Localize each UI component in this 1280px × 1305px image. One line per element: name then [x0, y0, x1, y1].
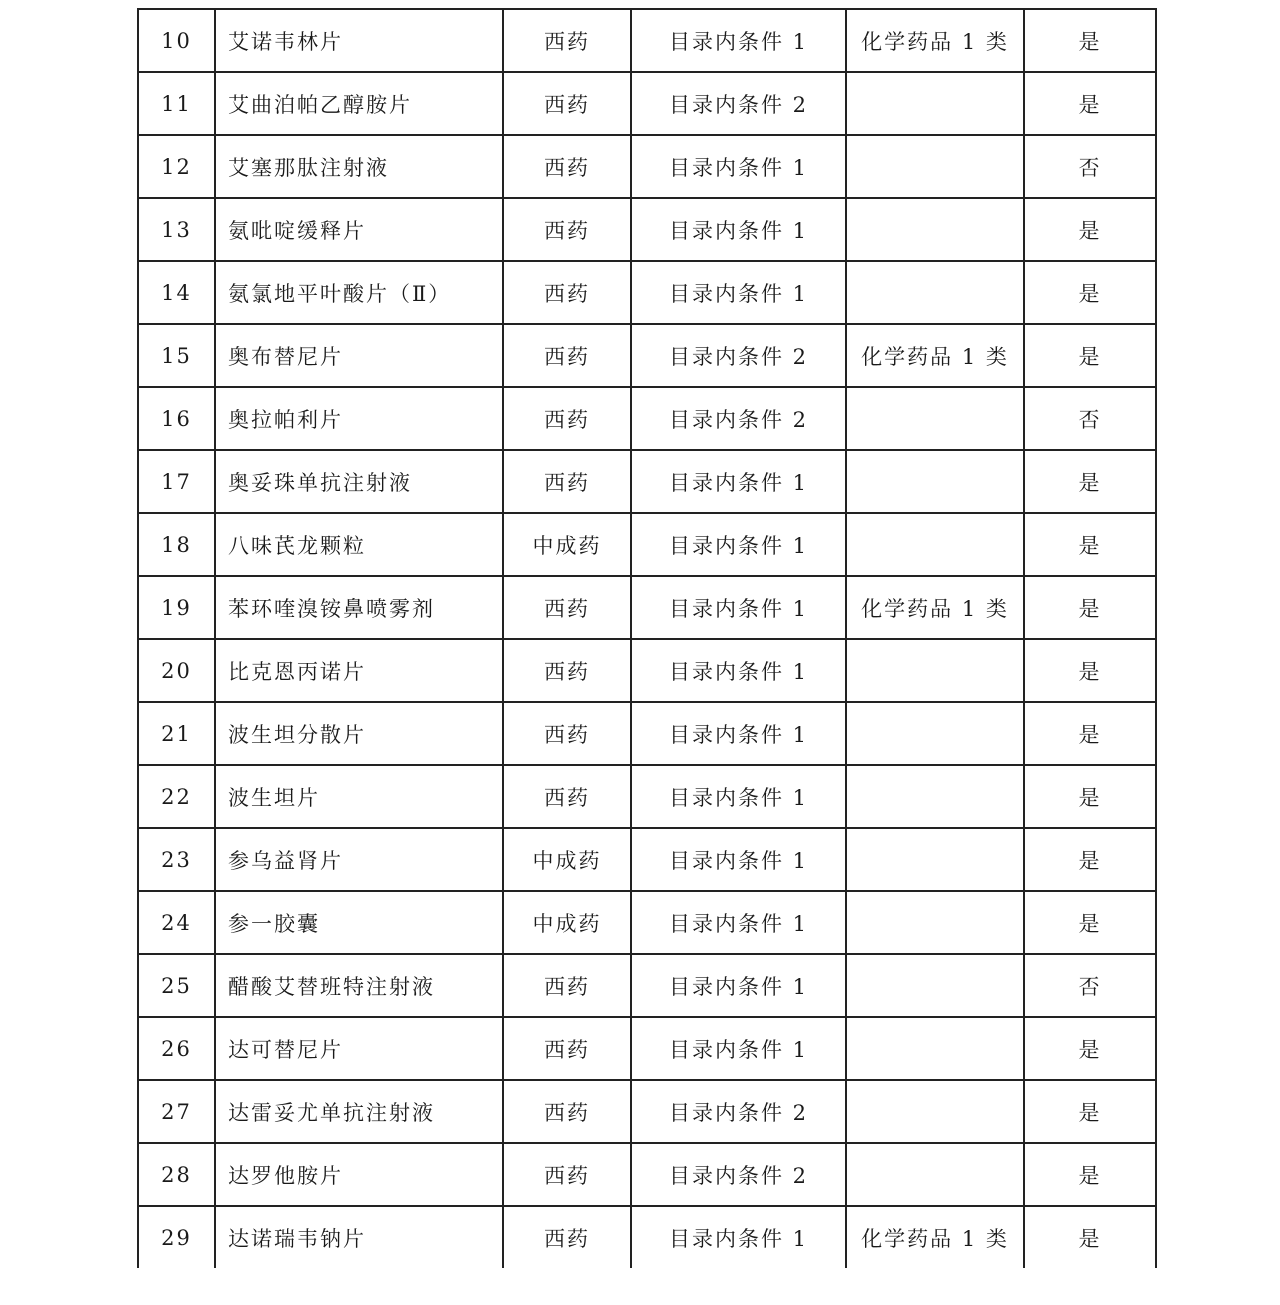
drug-name-cell: 波生坦片	[215, 765, 503, 828]
drug-name-cell: 八味芪龙颗粒	[215, 513, 503, 576]
table-row	[138, 639, 1156, 702]
drug-name-cell: 艾塞那肽注射液	[215, 135, 503, 198]
drug-type-cell: 西药	[503, 72, 631, 135]
table-row	[138, 387, 1156, 450]
table-row	[138, 1080, 1156, 1143]
drug-type-cell: 西药	[503, 639, 631, 702]
row-number-cell: 13	[138, 198, 215, 261]
row-number-cell: 12	[138, 135, 215, 198]
category-cell	[846, 765, 1024, 828]
drug-type-cell: 西药	[503, 450, 631, 513]
condition-cell: 目录内条件 1	[631, 1206, 846, 1268]
flag-cell: 是	[1024, 1206, 1156, 1268]
row-number-cell: 14	[138, 261, 215, 324]
category-cell	[846, 1080, 1024, 1143]
category-cell: 化学药品 1 类	[846, 324, 1024, 387]
drug-name-cell: 艾曲泊帕乙醇胺片	[215, 72, 503, 135]
flag-cell: 是	[1024, 198, 1156, 261]
category-cell	[846, 891, 1024, 954]
category-cell	[846, 1143, 1024, 1206]
category-cell	[846, 513, 1024, 576]
flag-cell: 否	[1024, 135, 1156, 198]
drug-name-cell: 波生坦分散片	[215, 702, 503, 765]
flag-cell: 是	[1024, 72, 1156, 135]
drug-type-cell: 西药	[503, 576, 631, 639]
table-row	[138, 72, 1156, 135]
drug-type-cell: 西药	[503, 9, 631, 72]
row-number-cell: 17	[138, 450, 215, 513]
drug-name-cell: 艾诺韦林片	[215, 9, 503, 72]
condition-cell: 目录内条件 1	[631, 450, 846, 513]
condition-cell: 目录内条件 1	[631, 1017, 846, 1080]
condition-cell: 目录内条件 1	[631, 9, 846, 72]
drug-name-cell: 氨吡啶缓释片	[215, 198, 503, 261]
drug-type-cell: 中成药	[503, 513, 631, 576]
table-row	[138, 1206, 1156, 1268]
condition-cell: 目录内条件 1	[631, 576, 846, 639]
drug-type-cell: 西药	[503, 1080, 631, 1143]
condition-cell: 目录内条件 1	[631, 513, 846, 576]
condition-cell: 目录内条件 1	[631, 828, 846, 891]
drug-type-cell: 西药	[503, 261, 631, 324]
drug-name-cell: 氨氯地平叶酸片（Ⅱ）	[215, 261, 503, 324]
category-cell	[846, 1017, 1024, 1080]
row-number-cell: 10	[138, 9, 215, 72]
row-number-cell: 18	[138, 513, 215, 576]
drug-name-cell: 奥布替尼片	[215, 324, 503, 387]
flag-cell: 是	[1024, 324, 1156, 387]
category-cell	[846, 198, 1024, 261]
table-row	[138, 261, 1156, 324]
drug-name-cell: 参一胶囊	[215, 891, 503, 954]
flag-cell: 是	[1024, 891, 1156, 954]
drug-type-cell: 中成药	[503, 891, 631, 954]
drug-type-cell: 西药	[503, 1206, 631, 1268]
drug-type-cell: 西药	[503, 1017, 631, 1080]
row-number-cell: 23	[138, 828, 215, 891]
table-row	[138, 198, 1156, 261]
condition-cell: 目录内条件 1	[631, 765, 846, 828]
row-number-cell: 16	[138, 387, 215, 450]
category-cell	[846, 135, 1024, 198]
flag-cell: 是	[1024, 513, 1156, 576]
flag-cell: 是	[1024, 1017, 1156, 1080]
flag-cell: 是	[1024, 702, 1156, 765]
table-row	[138, 954, 1156, 1017]
flag-cell: 是	[1024, 1080, 1156, 1143]
condition-cell: 目录内条件 1	[631, 135, 846, 198]
drug-type-cell: 中成药	[503, 828, 631, 891]
row-number-cell: 24	[138, 891, 215, 954]
row-number-cell: 15	[138, 324, 215, 387]
table-row	[138, 324, 1156, 387]
drug-type-cell: 西药	[503, 702, 631, 765]
table-row	[138, 1143, 1156, 1206]
flag-cell: 是	[1024, 576, 1156, 639]
flag-cell: 是	[1024, 639, 1156, 702]
drug-type-cell: 西药	[503, 387, 631, 450]
condition-cell: 目录内条件 1	[631, 702, 846, 765]
row-number-cell: 29	[138, 1206, 215, 1268]
row-number-cell: 25	[138, 954, 215, 1017]
drug-type-cell: 西药	[503, 135, 631, 198]
flag-cell: 是	[1024, 450, 1156, 513]
drug-list-table	[137, 8, 1157, 1268]
drug-type-cell: 西药	[503, 198, 631, 261]
condition-cell: 目录内条件 2	[631, 387, 846, 450]
drug-name-cell: 参乌益肾片	[215, 828, 503, 891]
table-body	[138, 9, 1156, 1268]
condition-cell: 目录内条件 2	[631, 72, 846, 135]
condition-cell: 目录内条件 1	[631, 954, 846, 1017]
category-cell	[846, 387, 1024, 450]
category-cell	[846, 639, 1024, 702]
drug-name-cell: 达诺瑞韦钠片	[215, 1206, 503, 1268]
condition-cell: 目录内条件 1	[631, 639, 846, 702]
row-number-cell: 26	[138, 1017, 215, 1080]
category-cell	[846, 261, 1024, 324]
category-cell	[846, 72, 1024, 135]
table-row	[138, 513, 1156, 576]
category-cell	[846, 450, 1024, 513]
category-cell	[846, 702, 1024, 765]
table-row	[138, 450, 1156, 513]
drug-name-cell: 醋酸艾替班特注射液	[215, 954, 503, 1017]
condition-cell: 目录内条件 2	[631, 1080, 846, 1143]
condition-cell: 目录内条件 1	[631, 261, 846, 324]
condition-cell: 目录内条件 1	[631, 891, 846, 954]
flag-cell: 是	[1024, 765, 1156, 828]
table-row	[138, 828, 1156, 891]
category-cell	[846, 828, 1024, 891]
drug-type-cell: 西药	[503, 954, 631, 1017]
flag-cell: 是	[1024, 9, 1156, 72]
table-row	[138, 1017, 1156, 1080]
category-cell: 化学药品 1 类	[846, 9, 1024, 72]
drug-name-cell: 达雷妥尤单抗注射液	[215, 1080, 503, 1143]
flag-cell: 否	[1024, 954, 1156, 1017]
row-number-cell: 28	[138, 1143, 215, 1206]
flag-cell: 是	[1024, 261, 1156, 324]
table-row	[138, 702, 1156, 765]
row-number-cell: 19	[138, 576, 215, 639]
row-number-cell: 20	[138, 639, 215, 702]
row-number-cell: 22	[138, 765, 215, 828]
flag-cell: 否	[1024, 387, 1156, 450]
drug-type-cell: 西药	[503, 765, 631, 828]
table-row	[138, 135, 1156, 198]
drug-name-cell: 奥妥珠单抗注射液	[215, 450, 503, 513]
table-row	[138, 576, 1156, 639]
flag-cell: 是	[1024, 828, 1156, 891]
table-row	[138, 765, 1156, 828]
condition-cell: 目录内条件 2	[631, 1143, 846, 1206]
row-number-cell: 27	[138, 1080, 215, 1143]
category-cell	[846, 954, 1024, 1017]
flag-cell: 是	[1024, 1143, 1156, 1206]
drug-name-cell: 比克恩丙诺片	[215, 639, 503, 702]
table-row	[138, 9, 1156, 72]
drug-name-cell: 达可替尼片	[215, 1017, 503, 1080]
condition-cell: 目录内条件 2	[631, 324, 846, 387]
row-number-cell: 11	[138, 72, 215, 135]
condition-cell: 目录内条件 1	[631, 198, 846, 261]
table-row	[138, 891, 1156, 954]
category-cell: 化学药品 1 类	[846, 1206, 1024, 1268]
category-cell: 化学药品 1 类	[846, 576, 1024, 639]
drug-name-cell: 奥拉帕利片	[215, 387, 503, 450]
drug-name-cell: 达罗他胺片	[215, 1143, 503, 1206]
row-number-cell: 21	[138, 702, 215, 765]
drug-name-cell: 苯环喹溴铵鼻喷雾剂	[215, 576, 503, 639]
drug-type-cell: 西药	[503, 1143, 631, 1206]
drug-type-cell: 西药	[503, 324, 631, 387]
